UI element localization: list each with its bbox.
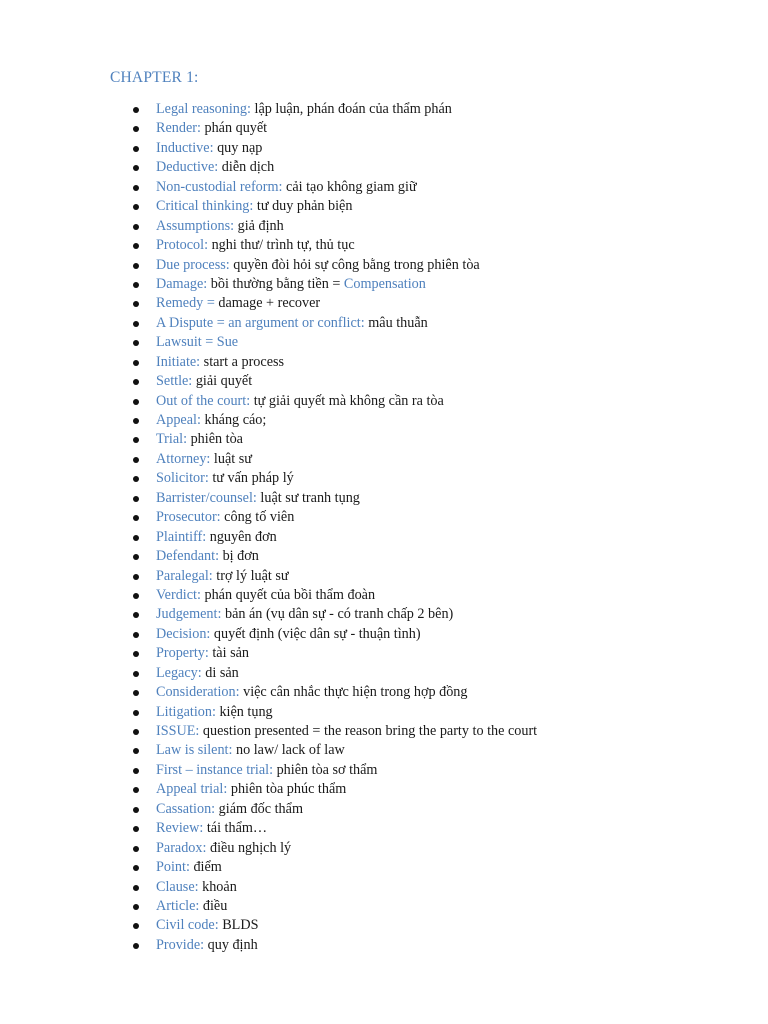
bullet-icon: [133, 399, 139, 405]
bullet-icon: [133, 437, 139, 443]
glossary-item: [0, 508, 537, 527]
glossary-definition: phán quyết của bồi thẩm đoàn: [200, 586, 376, 603]
glossary-term: Plaintiff:: [156, 528, 207, 545]
glossary-term: Appeal:: [156, 412, 201, 428]
glossary-item: [0, 197, 537, 216]
glossary-item: [0, 897, 537, 916]
bullet-icon: [133, 185, 139, 191]
glossary-definition: no law/ lack of law: [232, 742, 345, 759]
bullet-icon: [133, 885, 139, 891]
glossary-term: Trial:: [156, 431, 188, 448]
bullet-icon: [133, 301, 139, 307]
glossary-definition: nguyên đơn: [206, 528, 277, 545]
bullet-icon: [133, 846, 139, 852]
glossary-definition: start a process: [200, 353, 285, 370]
glossary-definition: quy định: [204, 936, 258, 953]
glossary-definition: kiện tụng: [215, 703, 273, 720]
glossary-definition: nghi thư/ trình tự, thủ tục: [208, 237, 355, 254]
bullet-icon: [133, 943, 139, 949]
bullet-icon: [133, 904, 139, 910]
glossary-definition: giả định: [234, 217, 284, 234]
glossary-term: Litigation:: [156, 703, 216, 720]
glossary-item: [0, 780, 537, 799]
glossary-item: [0, 819, 537, 838]
glossary-definition: tư duy phản biện: [253, 198, 353, 215]
bullet-icon: [133, 651, 139, 657]
glossary-item: [0, 664, 537, 683]
glossary-term: Property:: [156, 645, 209, 662]
glossary-definition: quyết định (việc dân sự - thuận tình): [210, 625, 421, 642]
bullet-icon: [133, 593, 139, 599]
glossary-item: [0, 275, 537, 294]
glossary-definition: kháng cáo;: [200, 412, 267, 428]
glossary-item: [0, 839, 537, 858]
glossary-term: Clause:: [156, 878, 199, 895]
glossary-definition: điều nghịch lý: [206, 839, 292, 856]
glossary-item: [0, 236, 537, 255]
bullet-icon: [133, 146, 139, 152]
glossary-item: [0, 547, 537, 566]
glossary-definition: di sản: [201, 664, 239, 681]
glossary-definition: quy nạp: [213, 139, 263, 156]
bullet-icon: [133, 710, 139, 716]
glossary-item: [0, 392, 537, 411]
bullet-icon: [133, 340, 139, 346]
bullet-icon: [133, 671, 139, 677]
bullet-icon: [133, 515, 139, 521]
glossary-term: ISSUE:: [156, 723, 200, 739]
chapter-heading: CHAPTER 1:: [110, 69, 199, 86]
glossary-definition: bị đơn: [219, 548, 259, 565]
glossary-item: [0, 333, 537, 352]
glossary-definition: trợ lý luật sư: [212, 567, 289, 584]
bullet-icon: [133, 612, 139, 618]
glossary-item: [0, 878, 537, 897]
glossary-definition: giải quyết: [192, 373, 253, 390]
bullet-icon: [133, 768, 139, 774]
glossary-term: Inductive:: [156, 139, 214, 156]
glossary-term: Due process:: [156, 256, 230, 273]
glossary-item: [0, 372, 537, 391]
glossary-item: [0, 489, 537, 508]
bullet-icon: [133, 748, 139, 754]
glossary-definition: question presented = the reason bring the party to the court: [199, 723, 538, 739]
glossary-item: [0, 800, 537, 819]
glossary-term: Appeal trial:: [156, 781, 228, 798]
bullet-icon: [133, 632, 139, 638]
bullet-icon: [133, 729, 139, 735]
bullet-icon: [133, 243, 139, 249]
glossary-item: [0, 916, 537, 935]
glossary-definition: damage + recover: [214, 295, 321, 312]
glossary-term: Assumptions:: [156, 217, 235, 234]
glossary-definition: điều: [199, 897, 228, 914]
bullet-icon: [133, 865, 139, 871]
glossary-item: [0, 256, 537, 275]
glossary-term: Remedy =: [156, 295, 215, 312]
glossary-definition: tự giải quyết mà không cần ra tòa: [250, 392, 444, 409]
glossary-term: Point:: [156, 859, 190, 876]
glossary-definition: tài sản: [208, 645, 249, 662]
glossary-term: Cassation:: [156, 800, 216, 817]
glossary-item: [0, 353, 537, 372]
glossary-definition: quyền đòi hỏi sự công bằng trong phiên tòa: [229, 256, 480, 273]
glossary-item: [0, 586, 537, 605]
glossary-definition: diễn dịch: [218, 159, 275, 176]
glossary-definition: công tố viên: [220, 509, 295, 526]
glossary-item: [0, 858, 537, 877]
glossary-definition: tư vấn pháp lý: [208, 470, 294, 487]
glossary-definition: phiên tòa: [187, 431, 243, 448]
bullet-icon: [133, 496, 139, 502]
glossary-item: [0, 450, 537, 469]
glossary-definition: lập luận, phán đoán của thẩm phán: [250, 101, 452, 117]
bullet-icon: [133, 379, 139, 385]
glossary-term-secondary: Compensation: [343, 275, 426, 292]
bullet-icon: [133, 923, 139, 929]
glossary-item: [0, 625, 537, 644]
glossary-definition: cải tạo không giam giữ: [282, 178, 417, 195]
glossary-definition: phiên tòa sơ thẩm: [273, 761, 378, 778]
bullet-icon: [133, 807, 139, 813]
glossary-item: [0, 100, 537, 119]
glossary-definition: tái thẩm…: [203, 820, 268, 837]
glossary-term: Legacy:: [156, 664, 202, 681]
bullet-icon: [133, 826, 139, 832]
bullet-icon: [133, 165, 139, 171]
bullet-icon: [133, 282, 139, 288]
glossary-item: [0, 683, 537, 702]
bullet-icon: [133, 360, 139, 366]
glossary-definition: giám đốc thẩm: [215, 800, 303, 817]
glossary-item: [0, 722, 537, 741]
glossary-term: Render:: [156, 120, 201, 137]
glossary-item: [0, 741, 537, 760]
glossary-term: Defendant:: [156, 548, 220, 565]
glossary-item: [0, 139, 537, 158]
glossary-term: Paralegal:: [156, 567, 213, 584]
bullet-icon: [133, 224, 139, 230]
glossary-list: [0, 100, 537, 955]
glossary-item: [0, 430, 537, 449]
glossary-item: [0, 567, 537, 586]
glossary-term: Lawsuit = Sue: [156, 334, 239, 351]
glossary-term: Barrister/counsel:: [156, 489, 257, 506]
glossary-term: Solicitor:: [156, 470, 209, 487]
glossary-definition: phiên tòa phúc thẩm: [227, 781, 347, 798]
glossary-definition: điểm: [189, 859, 222, 876]
glossary-item: [0, 469, 537, 488]
glossary-term: Decision:: [156, 625, 211, 642]
bullet-icon: [133, 418, 139, 424]
bullet-icon: [133, 574, 139, 580]
glossary-term: Consideration:: [156, 684, 240, 701]
glossary-definition: luật sư: [210, 450, 252, 467]
glossary-item: [0, 761, 537, 780]
glossary-term: Settle:: [156, 373, 193, 390]
glossary-term: Out of the court:: [156, 392, 251, 409]
glossary-definition: bồi thường bằng tiền =: [207, 275, 344, 292]
bullet-icon: [133, 263, 139, 269]
bullet-icon: [133, 787, 139, 793]
glossary-item: [0, 119, 537, 138]
glossary-term: Deductive:: [156, 159, 219, 176]
bullet-icon: [133, 321, 139, 327]
glossary-definition: phán quyết: [200, 120, 268, 137]
glossary-term: A Dispute = an argument or conflict:: [156, 314, 365, 331]
glossary-term: Review:: [156, 820, 204, 837]
glossary-term: First – instance trial:: [156, 761, 274, 778]
glossary-term: Damage:: [156, 275, 208, 292]
glossary-definition: mâu thuẫn: [364, 314, 428, 331]
glossary-item: [0, 294, 537, 313]
glossary-term: Judgement:: [156, 606, 222, 623]
glossary-definition: khoản: [198, 878, 237, 895]
glossary-term: Prosecutor:: [156, 509, 221, 526]
glossary-item: [0, 411, 537, 430]
glossary-definition: BLDS: [218, 917, 259, 934]
glossary-item: [0, 528, 537, 547]
bullet-icon: [133, 457, 139, 463]
bullet-icon: [133, 690, 139, 696]
glossary-term: Law is silent:: [156, 742, 233, 759]
glossary-item: [0, 703, 537, 722]
glossary-definition: luật sư tranh tụng: [256, 489, 360, 506]
glossary-item: [0, 644, 537, 663]
glossary-term: Non-custodial reform:: [156, 178, 283, 195]
glossary-term: Initiate:: [156, 353, 201, 370]
glossary-term: Civil code:: [156, 917, 219, 934]
glossary-definition: việc cân nhắc thực hiện trong hợp đồng: [239, 684, 468, 701]
bullet-icon: [133, 126, 139, 132]
glossary-item: [0, 314, 537, 333]
bullet-icon: [133, 554, 139, 560]
glossary-item: [0, 936, 537, 955]
glossary-term: Protocol:: [156, 237, 209, 254]
glossary-item: [0, 158, 537, 177]
glossary-definition: bản án (vụ dân sự - có tranh chấp 2 bên): [221, 606, 454, 623]
glossary-item: [0, 178, 537, 197]
glossary-term: Paradox:: [156, 839, 207, 856]
glossary-term: Attorney:: [156, 450, 211, 467]
glossary-item: [0, 605, 537, 624]
bullet-icon: [133, 107, 139, 113]
glossary-item: [0, 217, 537, 236]
glossary-term: Provide:: [156, 936, 205, 953]
glossary-term: Legal reasoning:: [156, 101, 251, 117]
glossary-term: Verdict:: [156, 586, 201, 603]
bullet-icon: [133, 476, 139, 482]
glossary-term: Critical thinking:: [156, 198, 254, 215]
bullet-icon: [133, 204, 139, 210]
bullet-icon: [133, 535, 139, 541]
glossary-term: Article:: [156, 897, 200, 914]
